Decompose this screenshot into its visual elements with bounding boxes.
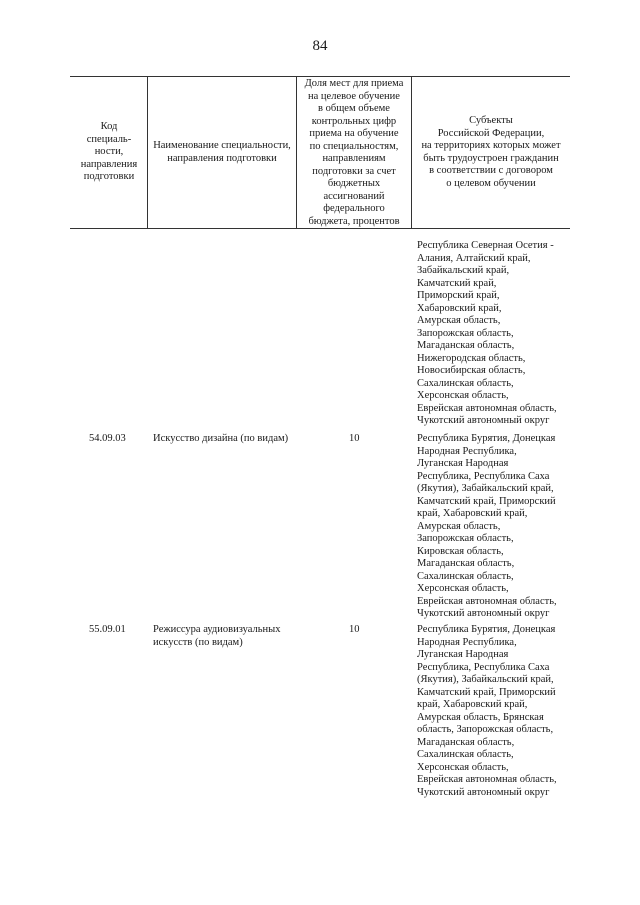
row-3-share: 10: [349, 624, 360, 635]
header-share: Доля мест для приема на целевое обучение в общем объеме контрольных цифр приема на обучение по специальностям, направлениям подготовки за счет бюджетных ассигнований федерального бюджета, процентов: [304, 78, 404, 227]
row-2-share: 10: [349, 433, 360, 444]
row-1-regions: Республика Северная Осетия - Алания, Алтайский край, Забайкальский край, Камчатский край, Приморский край, Хабаровский край, Амурская область, Запорожская область, Магаданская область, Нижегородская область, Новосибирская область, Сахалинская область, Херсонская область, Еврейская автономная область, Чукотский автономный округ: [417, 240, 557, 426]
row-3-code: 55.09.01: [89, 624, 126, 635]
row-2-name: Искусство дизайна (по видам): [153, 433, 289, 444]
header-regions: Субъекты Российской Федерации, на территориях которых может быть трудоустроен гражданин в соответствии с договором о целевом обучении: [421, 115, 561, 189]
table-header-bottom-border: [70, 228, 570, 229]
column-divider-3: [411, 76, 412, 228]
row-3-regions: Республика Бурятия, Донецкая Народная Республика, Луганская Народная Республика, Республика Саха (Якутия), Забайкальский край, Камчатский край, Приморский край, Хабаровский край, Амурская область, Брянская область, Запорожская область, Магаданская область, Сахалинская область, Херсонская область, Еврейская автономная область, Чукотский автономный округ: [417, 624, 557, 798]
row-2-regions: Республика Бурятия, Донецкая Народная Республика, Луганская Народная Республика, Республика Саха (Якутия), Забайкальский край, Камчатский край, Приморский край, Хабаровский край, Амурская область, Запорожская область, Кировская область, Магаданская область, Сахалинская область, Херсонская область, Еврейская автономная область, Чукотский автономный округ: [417, 433, 557, 619]
page-number: 84: [312, 38, 328, 54]
header-name: Наименование специальности, направления подготовки: [153, 140, 291, 164]
column-divider-2: [296, 76, 297, 228]
table-top-border: [70, 76, 570, 77]
column-divider-1: [147, 76, 148, 228]
row-2-code: 54.09.03: [89, 433, 126, 444]
header-code: Код специаль- ности, направления подготовки: [80, 121, 138, 182]
row-3-name: Режиссура аудиовизуальных искусств (по видам): [153, 624, 281, 648]
